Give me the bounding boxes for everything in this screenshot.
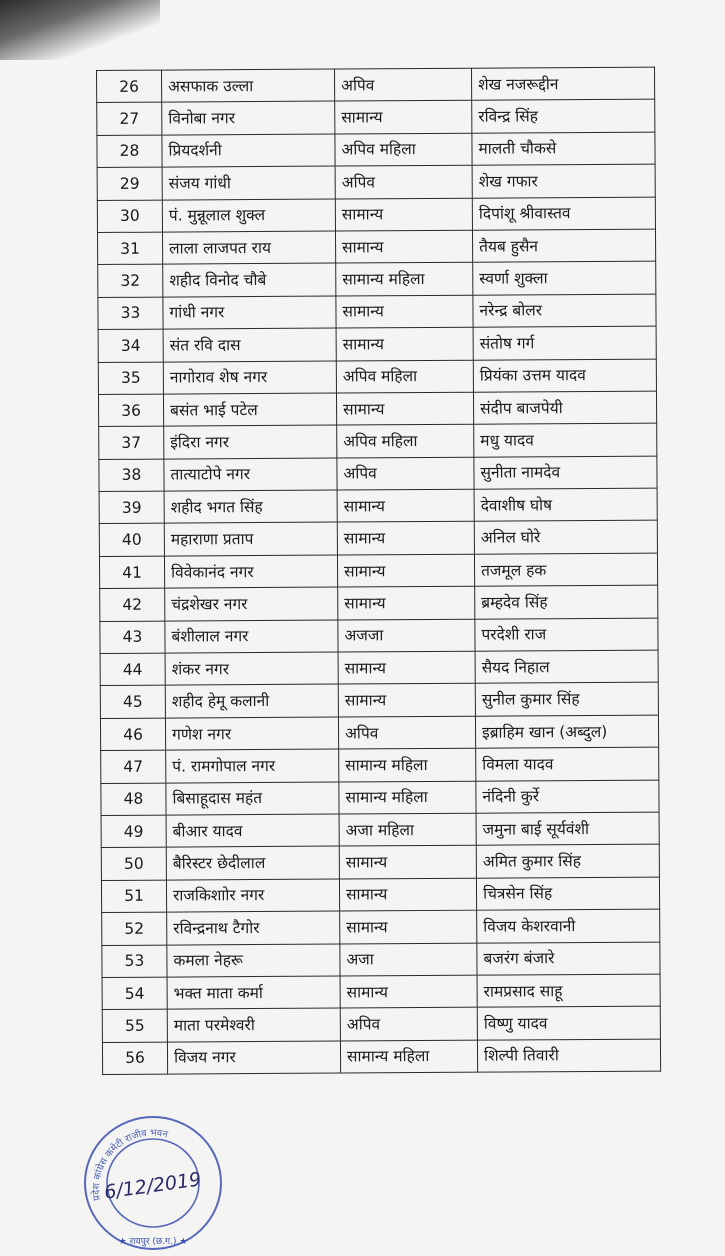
category-cell: अपिव xyxy=(335,165,472,198)
table-row xyxy=(101,877,659,913)
category-cell: सामान्य xyxy=(335,198,472,231)
candidate-name-cell: तैयब हुसैन xyxy=(472,229,655,263)
serial-number-cell: 35 xyxy=(98,362,163,395)
table-row xyxy=(99,521,657,557)
table-row xyxy=(97,132,655,168)
category-cell: सामान्य xyxy=(338,586,475,619)
candidate-name-cell: मधु यादव xyxy=(474,423,657,457)
ward-name-cell: गांधी नगर xyxy=(163,296,336,329)
ward-name-cell: राजकिशाोर नगर xyxy=(166,879,339,912)
category-cell: अपिव xyxy=(340,1008,477,1041)
category-cell: अपिव xyxy=(338,716,475,749)
candidate-name-cell: ब्रम्हदेव सिंह xyxy=(475,585,658,619)
ward-name-cell: विवेकानंद नगर xyxy=(164,555,337,588)
table-row xyxy=(100,650,658,686)
candidate-name-cell: रामप्रसाद साहू xyxy=(477,974,660,1008)
serial-number-cell: 26 xyxy=(97,70,162,103)
candidate-name-cell: परदेशी राज xyxy=(475,618,658,652)
table-row xyxy=(100,618,658,654)
serial-number-cell: 49 xyxy=(101,815,166,848)
serial-number-cell: 51 xyxy=(101,880,166,913)
serial-number-cell: 45 xyxy=(100,686,165,719)
serial-number-cell: 28 xyxy=(97,135,162,168)
serial-number-cell: 39 xyxy=(99,491,164,524)
serial-number-cell: 32 xyxy=(98,264,163,297)
table-row xyxy=(99,423,657,459)
category-cell: अपिव xyxy=(334,68,471,101)
table-row xyxy=(101,780,659,816)
table-row xyxy=(99,456,657,492)
candidate-name-cell: शिल्पी तिवारी xyxy=(477,1039,660,1073)
candidate-name-cell: अनिल घोरे xyxy=(474,521,657,555)
table-row xyxy=(101,747,659,783)
ward-name-cell: प्रियदर्शनी xyxy=(162,134,335,167)
category-cell: अपिव महिला xyxy=(335,133,472,166)
serial-number-cell: 42 xyxy=(100,588,165,621)
candidate-name-cell: संदीप बाजपेयी xyxy=(473,391,656,425)
serial-number-cell: 47 xyxy=(101,750,166,783)
table-row xyxy=(98,261,656,297)
category-cell: सामान्य xyxy=(339,878,476,911)
ward-name-cell: पं. रामगोपाल नगर xyxy=(166,749,339,782)
ward-name-cell: बंशीलाल नगर xyxy=(165,620,338,653)
document-sheet xyxy=(96,67,660,1075)
table-row xyxy=(100,715,658,751)
ward-name-cell: कमला नेहरू xyxy=(167,944,340,977)
candidate-name-cell: बजरंग बंजारे xyxy=(477,942,660,976)
table-row xyxy=(102,942,660,978)
ward-name-cell: असफाक उल्ला xyxy=(162,69,335,102)
ward-name-cell: चंद्रशेखर नगर xyxy=(165,587,338,620)
candidate-name-cell: विष्णु यादव xyxy=(477,1006,660,1040)
candidate-name-cell: सुनील कुमार सिंह xyxy=(475,682,658,716)
stamp-ring-text: प्रदेश कांग्रेस कमेटी राजीव भवन xyxy=(90,1127,169,1202)
candidate-name-cell: नंदिनी कुर्रे xyxy=(476,780,659,814)
serial-number-cell: 27 xyxy=(97,102,162,135)
page-corner-shadow xyxy=(0,0,160,60)
candidate-name-cell: रविन्द्र सिंह xyxy=(472,99,655,133)
category-cell: सामान्य xyxy=(337,522,474,555)
serial-number-cell: 31 xyxy=(97,232,162,265)
table-row xyxy=(97,197,655,233)
serial-number-cell: 41 xyxy=(99,556,164,589)
ward-name-cell: विजय नगर xyxy=(167,1041,340,1074)
ward-name-cell: बिसाहूदास महंत xyxy=(166,782,339,815)
candidate-name-cell: अमित कुमार सिंह xyxy=(476,844,659,878)
table-row xyxy=(97,164,655,200)
table-row xyxy=(102,909,660,945)
category-cell: सामान्य xyxy=(340,975,477,1008)
category-cell: सामान्य महिला xyxy=(339,748,476,781)
category-cell: सामान्य xyxy=(339,846,476,879)
category-cell: अजजा xyxy=(338,619,475,652)
candidate-name-cell: नरेन्द्र बोलर xyxy=(473,294,656,328)
serial-number-cell: 38 xyxy=(99,459,164,492)
ward-name-cell: लाला लाजपत राय xyxy=(162,231,335,264)
candidate-name-cell: चित्रसेन सिंह xyxy=(476,877,659,911)
serial-number-cell: 54 xyxy=(102,977,167,1010)
office-seal-stamp xyxy=(78,1108,228,1256)
category-cell: अपिव महिला xyxy=(336,360,473,393)
serial-number-cell: 46 xyxy=(100,718,165,751)
ward-name-cell: संत रवि दास xyxy=(163,328,336,361)
stamp-bottom-text: ★ रायपुर (छ.ग.) ★ xyxy=(118,1237,188,1247)
ward-name-cell: शहीद हेमू कलानी xyxy=(165,684,338,717)
category-cell: अजा महिला xyxy=(339,813,476,846)
candidate-name-cell: स्वर्णा शुक्ला xyxy=(473,261,656,295)
serial-number-cell: 55 xyxy=(102,1009,167,1042)
ward-name-cell: नागोराव शेष नगर xyxy=(163,361,336,394)
table-row xyxy=(98,326,656,362)
table-row xyxy=(99,553,657,589)
serial-number-cell: 36 xyxy=(98,394,163,427)
ward-name-cell: गणेश नगर xyxy=(165,717,338,750)
category-cell: अपिव महिला xyxy=(337,424,474,457)
category-cell: सामान्य महिला xyxy=(340,1040,477,1073)
ward-name-cell: शंकर नगर xyxy=(165,652,338,685)
ward-name-cell: पं. मुन्नूलाल शुक्ल xyxy=(162,199,335,232)
candidate-name-cell: शेख नजरूद्दीन xyxy=(471,67,654,101)
candidate-name-cell: विमला यादव xyxy=(476,747,659,781)
candidate-name-cell: सैयद निहाल xyxy=(475,650,658,684)
candidate-name-cell: देवाशीष घोष xyxy=(474,488,657,522)
category-cell: सामान्य महिला xyxy=(339,781,476,814)
candidate-name-cell: मालती चौकसे xyxy=(472,132,655,166)
stamp-date: 6/12/2019 xyxy=(102,1168,203,1204)
ward-name-cell: बैरिस्टर छेदीलाल xyxy=(166,846,339,879)
table-row xyxy=(101,844,659,880)
ward-name-cell: भक्त माता कर्मा xyxy=(167,976,340,1009)
table-row xyxy=(97,67,655,103)
serial-number-cell: 50 xyxy=(101,847,166,880)
table-row xyxy=(102,1006,660,1042)
candidate-name-cell: संतोष गर्ग xyxy=(473,326,656,360)
category-cell: सामान्य xyxy=(336,392,473,425)
ward-name-cell: शहीद भगत सिंह xyxy=(164,490,337,523)
table-row xyxy=(100,585,658,621)
ward-name-cell: माता परमेश्वरी xyxy=(167,1008,340,1041)
serial-number-cell: 43 xyxy=(100,621,165,654)
category-cell: सामान्य xyxy=(338,651,475,684)
serial-number-cell: 52 xyxy=(102,912,167,945)
serial-number-cell: 29 xyxy=(97,167,162,200)
category-cell: सामान्य xyxy=(336,327,473,360)
candidate-name-cell: शेख गफार xyxy=(472,164,655,198)
serial-number-cell: 48 xyxy=(101,783,166,816)
category-cell: अपिव xyxy=(337,457,474,490)
serial-number-cell: 53 xyxy=(102,945,167,978)
category-cell: सामान्य xyxy=(337,554,474,587)
table-row xyxy=(98,294,656,330)
candidate-name-cell: इब्राहिम खान (अब्दुल) xyxy=(475,715,658,749)
ward-name-cell: बसंत भाई पटेल xyxy=(163,393,336,426)
category-cell: सामान्य महिला xyxy=(336,263,473,296)
serial-number-cell: 44 xyxy=(100,653,165,686)
ward-candidate-table xyxy=(96,67,661,1076)
category-cell: सामान्य xyxy=(335,230,472,263)
category-cell: सामान्य xyxy=(335,101,472,134)
ward-name-cell: संजय गांधी xyxy=(162,166,335,199)
category-cell: सामान्य xyxy=(340,910,477,943)
ward-name-cell: शहीद विनोद चौबे xyxy=(163,263,336,296)
serial-number-cell: 40 xyxy=(99,524,164,557)
ward-name-cell: तात्याटोपे नगर xyxy=(164,458,337,491)
candidate-name-cell: विजय केशरवानी xyxy=(477,909,660,943)
candidate-name-cell: प्रियंका उत्तम यादव xyxy=(473,359,656,393)
category-cell: अजा xyxy=(340,943,477,976)
table-row xyxy=(101,812,659,848)
serial-number-cell: 30 xyxy=(97,200,162,233)
serial-number-cell: 37 xyxy=(99,426,164,459)
candidate-name-cell: सुनीता नामदेव xyxy=(474,456,657,490)
table-row xyxy=(99,488,657,524)
table-body xyxy=(97,67,661,1074)
ward-name-cell: रविन्द्रनाथ टैगोर xyxy=(167,911,340,944)
table-row xyxy=(102,974,660,1010)
table-row xyxy=(100,682,658,718)
serial-number-cell: 33 xyxy=(98,297,163,330)
category-cell: सामान्य xyxy=(337,489,474,522)
table-row xyxy=(98,359,656,395)
ward-name-cell: विनोबा नगर xyxy=(162,101,335,134)
candidate-name-cell: जमुना बाई सूर्यवंशी xyxy=(476,812,659,846)
category-cell: सामान्य xyxy=(338,684,475,717)
table-row xyxy=(102,1039,660,1075)
ward-name-cell: इंदिरा नगर xyxy=(164,425,337,458)
table-row xyxy=(97,99,655,135)
table-row xyxy=(98,391,656,427)
serial-number-cell: 34 xyxy=(98,329,163,362)
ward-name-cell: बीआर यादव xyxy=(166,814,339,847)
candidate-name-cell: तजमूल हक xyxy=(474,553,657,587)
category-cell: सामान्य xyxy=(336,295,473,328)
serial-number-cell: 56 xyxy=(102,1042,167,1075)
table-row xyxy=(97,229,655,265)
ward-name-cell: महाराणा प्रताप xyxy=(164,523,337,556)
candidate-name-cell: दिपांशू श्रीवास्तव xyxy=(472,197,655,231)
